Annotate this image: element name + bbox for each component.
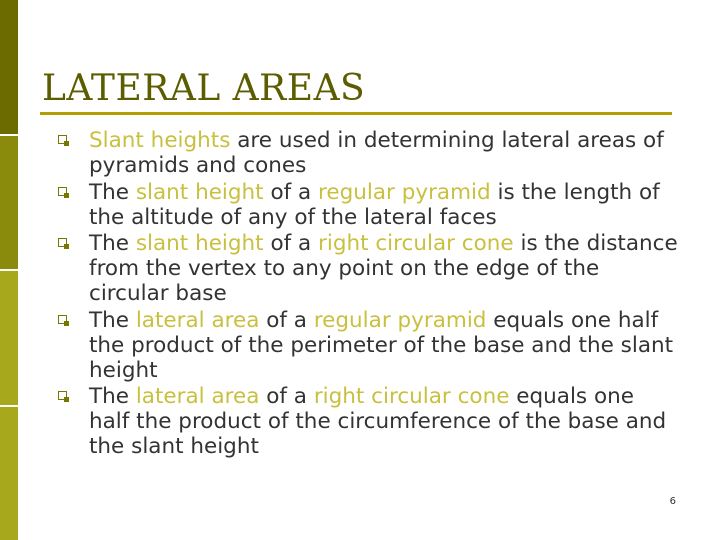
bullet-text <box>89 308 673 383</box>
bullet-text-segment: of a <box>259 384 314 409</box>
sidebar-segment <box>0 271 18 405</box>
square-bullet-icon <box>58 238 67 247</box>
highlighted-term: slant height <box>135 179 264 205</box>
square-bullet-icon <box>58 315 67 324</box>
square-bullet-icon <box>58 135 67 144</box>
bullet-text-segment: of a <box>263 179 319 205</box>
square-bullet-icon <box>58 391 67 400</box>
slide-title: LATERAL AREAS <box>42 68 366 109</box>
bullet-text <box>89 128 664 178</box>
bullet-item <box>58 180 678 230</box>
bullet-list <box>58 128 678 461</box>
bullet-item <box>58 308 678 383</box>
square-bullet-icon <box>58 187 67 196</box>
bullet-text-segment: The <box>89 384 136 409</box>
bullet-text-segment: equals one half the product of the circumference of the base and the slant height <box>89 384 667 459</box>
bullet-text-segment: The <box>89 307 136 333</box>
bullet-item <box>58 231 678 306</box>
highlighted-term: slant height <box>135 231 264 256</box>
bullet-text <box>89 231 678 306</box>
highlighted-term: right circular cone <box>318 231 514 256</box>
bullet-item <box>58 384 678 459</box>
highlighted-term: regular pyramid <box>318 179 491 205</box>
bullet-text <box>89 180 660 230</box>
sidebar-decoration <box>0 0 18 540</box>
bullet-text-segment: equals one half the product of the perimeter of the base and the slant height <box>89 307 674 383</box>
highlighted-term: right circular cone <box>313 384 510 409</box>
highlighted-term: lateral area <box>135 307 260 333</box>
bullet-text <box>89 384 666 459</box>
bullet-text-segment: are used in determining lateral areas of pyramids and cones <box>89 128 664 178</box>
highlighted-term: lateral area <box>135 384 260 409</box>
bullet-text-segment: is the distance from the vertex to any point on the edge of the circular base <box>89 231 678 306</box>
sidebar-segment <box>0 407 18 540</box>
bullet-item <box>58 128 678 178</box>
sidebar-segment <box>0 0 18 134</box>
sidebar-segment <box>0 136 18 270</box>
bullet-text-segment: of a <box>263 231 319 256</box>
bullet-text-segment: The <box>89 179 136 205</box>
highlighted-term: regular pyramid <box>313 307 487 333</box>
page-number: 6 <box>669 496 676 507</box>
bullet-text-segment: of a <box>259 307 314 333</box>
highlighted-term: Slant heights <box>89 128 231 153</box>
bullet-text-segment: is the length of the altitude of any of the lateral faces <box>89 179 660 230</box>
bullet-text-segment: The <box>89 231 136 256</box>
title-underline <box>40 112 672 115</box>
